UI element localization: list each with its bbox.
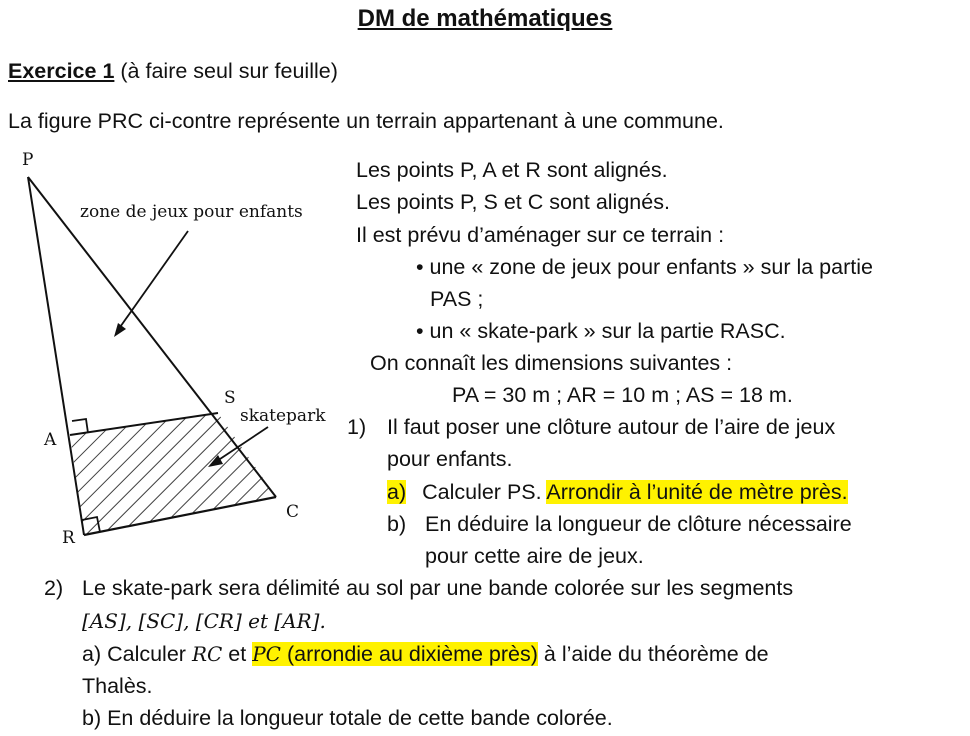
triangle-figure [0, 145, 340, 545]
desc-bullet2: • un « skate-park » sur la partie RASC. [416, 319, 786, 343]
right-angle-A [72, 419, 88, 433]
q1b-text-cont: pour cette aire de jeux. [425, 544, 644, 568]
q2-number: 2) [44, 576, 64, 600]
q2a-highlight-text: (arrondie au dixième près) [286, 642, 538, 666]
q2a-cont: Thalès. [82, 674, 153, 698]
q1-text-cont: pour enfants. [387, 447, 513, 471]
desc-bullet1-cont: PAS ; [430, 287, 484, 311]
q1b-label: b) [387, 512, 407, 536]
q1-number: 1) [347, 415, 367, 439]
q1a [387, 479, 848, 505]
q2-segments: [AS], [SC], [CR] et [AR]. [82, 609, 326, 633]
q1a-label: a) [387, 480, 407, 504]
q2a-et: et [228, 642, 247, 666]
q1a-text: Calculer PS. [422, 480, 542, 504]
q1-text: Il faut poser une clôture autour de l’aire de jeux [387, 415, 836, 439]
q2a-prefix: a) Calculer [82, 642, 186, 666]
exercise-heading [8, 58, 338, 84]
label-P: P [22, 150, 34, 170]
desc-line3: Il est prévu d’aménager sur ce terrain : [356, 223, 725, 247]
skate-label: skatepark [240, 406, 326, 426]
desc-line1: Les points P, A et R sont alignés. [356, 158, 668, 182]
intro-text: La figure PRC ci-contre représente un terrain appartenant à une commune. [8, 109, 724, 133]
q1b-text: En déduire la longueur de clôture nécessaire [425, 512, 852, 536]
zone-arrow [118, 231, 188, 330]
q2a-suffix: à l’aide du théorème de [543, 642, 769, 666]
label-A: A [44, 430, 57, 450]
zone-arrowhead [114, 323, 126, 337]
q2b: b) En déduire la longueur totale de cette bande colorée. [82, 706, 613, 730]
label-C: C [286, 502, 300, 522]
q1a-highlight: Arrondir à l’unité de mètre près. [546, 480, 848, 504]
segment-PR [28, 177, 84, 535]
zone-label: zone de jeux pour enfants [80, 202, 303, 222]
desc-bullet1: • une « zone de jeux pour enfants » sur la partie [416, 255, 873, 279]
dims-intro: On connaît les dimensions suivantes : [370, 351, 733, 375]
dims-values: PA = 30 m ; AR = 10 m ; AS = 18 m. [452, 383, 793, 407]
desc-line2: Les points P, S et C sont alignés. [356, 190, 670, 214]
q2a [82, 641, 769, 667]
label-R: R [62, 528, 75, 545]
exercise-note: (à faire seul sur feuille) [120, 59, 338, 83]
page-title: DM de mathématiques [357, 5, 613, 32]
q2-text: Le skate-park sera délimité au sol par une bande colorée sur les segments [82, 576, 794, 600]
q2a-PC: PC [252, 642, 281, 666]
label-S: S [224, 388, 236, 408]
exercise-label: Exercice 1 [8, 59, 115, 83]
q2a-highlight [252, 642, 538, 666]
q2a-RC: RC [191, 642, 223, 666]
